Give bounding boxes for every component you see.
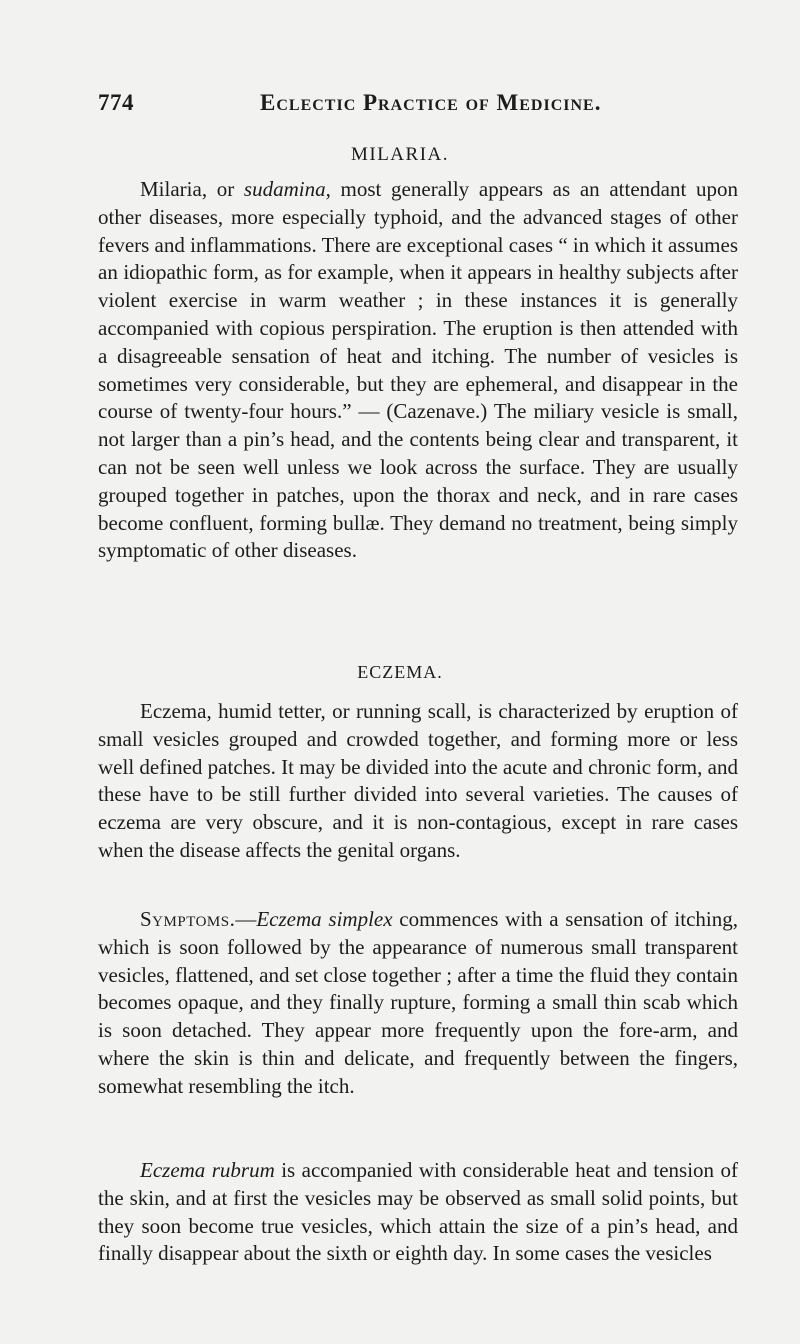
symptoms-label: Symptoms. (140, 907, 236, 931)
paragraph-text: , most generally appears as an attendant upon other diseases, more especially typhoid, and the advanced stages of other fevers and inflammations. There are exceptional cases “ in which it assumes an idiopathic form, as for example, when it appears in healthy subjects after violent exercise in warm weather ; in these instances it is generally accompanied with copious perspiration. The eruption is then attended with a disagreeable sensation of heat and itching. The number of vesicles is sometimes very considerable, but they are ephemeral, and disappear in the course of twenty-four hours.” — (Cazenave.) The miliary vesicle is small, not larger than a pin’s head, and the contents being clear and transparent, it can not be seen well unless we look across the surface. They are usually grouped together in patches, upon the thorax and neck, and in rare cases become confluent, forming bullæ. They demand no treatment, being simply symptomatic of other diseases. (98, 177, 738, 563)
term-eczema-simplex: Eczema simplex (256, 907, 393, 931)
term-milaria: Milaria (140, 177, 202, 201)
paragraph-eczema-intro (98, 698, 738, 865)
term-sudamina: sudamina (243, 177, 326, 201)
page-header (98, 82, 738, 122)
section-title-milaria: MILARIA. (350, 144, 450, 165)
page-number: 774 (98, 90, 134, 115)
paragraph-eczema-symptoms (98, 906, 738, 1101)
paragraph-text: is accompanied with considerable heat and tension of the skin, and at first the vesicles may be observed as small solid points, but they soon become true vesicles, which attain the size of a pin’s head, and finally disappear about the sixth or eighth day. In some cases the vesicles (98, 1158, 738, 1266)
connector-text: , or (201, 177, 244, 201)
term-eczema-rubrum: Eczema rubrum (140, 1158, 275, 1182)
dash-text: — (235, 907, 257, 931)
paragraph-eczema-rubrum (98, 1157, 738, 1268)
section-title-eczema: ECZEMA. (357, 662, 443, 682)
running-title: Eclectic Practice of Medicine. (260, 90, 602, 115)
paragraph-text: commences with a sensation of itching, which is soon followed by the appearance of numerous small transparent vesicles, flattened, and set close together ; after a time the fluid they contain becomes opaque, and they finally rupture, forming a small thin scab which is soon detached. They appear more frequently upon the fore-arm, and where the skin is thin and delicate, and frequently between the fingers, somewhat resembling the itch. (98, 907, 738, 1098)
paragraph-milaria (98, 176, 738, 565)
paragraph-text: Eczema, humid tetter, or running scall, is characterized by eruption of small vesicles grouped and crowded together, and forming more or less well defined patches. It may be divided into the acute and chronic form, and these have to be still further divided into several varieties. The causes of eczema are very obscure, and it is non-contagious, except in rare cases when the disease affects the genital organs. (98, 699, 738, 862)
